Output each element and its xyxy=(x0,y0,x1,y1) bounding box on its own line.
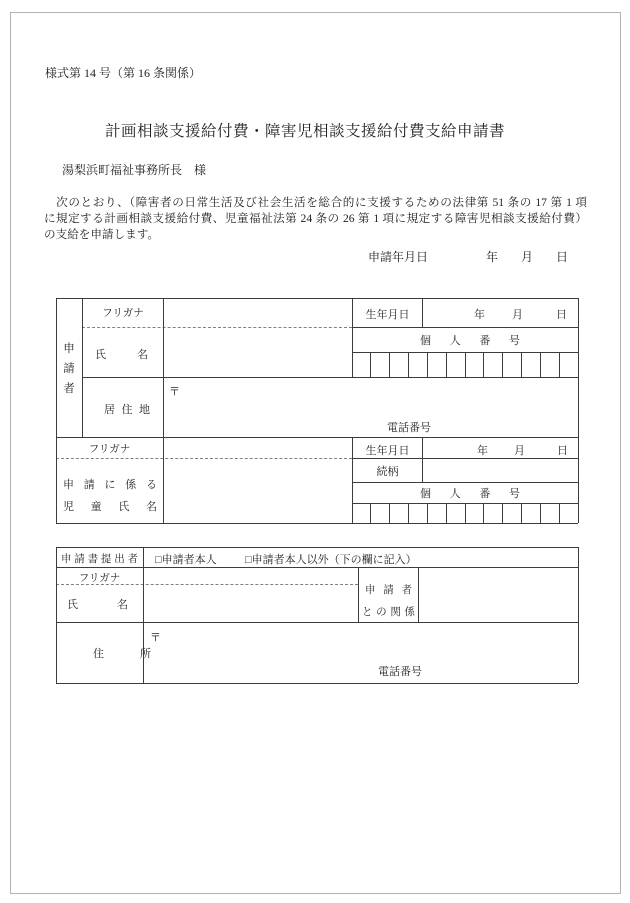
child-birthdate-input[interactable] xyxy=(423,438,578,457)
personal-number-digit-cell[interactable] xyxy=(559,503,578,523)
personal-number-digit-cell[interactable] xyxy=(465,352,484,377)
child-relationship-input[interactable] xyxy=(423,459,578,481)
applicant-year-unit: 年 xyxy=(474,309,485,321)
table-line xyxy=(358,567,359,622)
personal-number-digit-cell[interactable] xyxy=(352,352,370,377)
body-paragraph xyxy=(44,195,587,243)
application-date-year: 年 xyxy=(486,250,499,264)
applicant-personal-number-boxes[interactable] xyxy=(352,352,578,377)
submitter-relation-label-line2: との関係 xyxy=(362,607,415,618)
application-date-month: 月 xyxy=(521,250,534,264)
body-line: 次のとおり、（障害者の日常生活及び社会生活を総合的に支援するための法律第 51 条の 17 第 1 項 xyxy=(44,196,587,209)
child-name-label-line2: 児童氏名 xyxy=(63,501,157,513)
application-date-input[interactable] xyxy=(430,246,575,264)
personal-number-digit-cell[interactable] xyxy=(370,503,389,523)
applicant-residence-label: 居住地 xyxy=(104,404,150,416)
personal-number-digit-cell[interactable] xyxy=(427,503,446,523)
personal-number-digit-cell[interactable] xyxy=(408,352,427,377)
applicant-name-input[interactable] xyxy=(164,328,352,376)
addressee: 湯梨浜町福祉事務所長 様 xyxy=(62,163,207,177)
table-line xyxy=(56,683,578,684)
child-furigana-input[interactable] xyxy=(164,438,352,457)
checkbox-icon[interactable]: □ xyxy=(155,554,162,566)
checkbox-applicant-self[interactable] xyxy=(155,551,217,567)
child-year-unit: 年 xyxy=(477,445,488,457)
applicant-residence-input[interactable] xyxy=(164,378,578,436)
table-line xyxy=(56,547,578,548)
child-name-label-line1: 申請に係る xyxy=(63,479,157,491)
personal-number-digit-cell[interactable] xyxy=(465,503,484,523)
personal-number-digit-cell[interactable] xyxy=(521,352,540,377)
personal-number-digit-cell[interactable] xyxy=(502,503,521,523)
personal-number-digit-cell[interactable] xyxy=(540,352,559,377)
child-personal-number-label: 個人番号 xyxy=(420,488,520,500)
child-personal-number-boxes[interactable] xyxy=(352,503,578,523)
table-line xyxy=(352,482,578,483)
submitter-address-label: 住所 xyxy=(93,648,151,660)
personal-number-digit-cell[interactable] xyxy=(502,352,521,377)
submitter-furigana-label: フリガナ xyxy=(78,573,121,584)
submitter-relation-label-line1: 申請者 xyxy=(365,585,412,596)
child-month-unit: 月 xyxy=(514,445,525,457)
body-line: に規定する計画相談支援給付費、児童福祉法第 24 条の 26 第 1 項に規定する障害児相談支援給付費） xyxy=(44,211,587,225)
applicant-name-label: 氏名 xyxy=(95,349,148,361)
checkbox-icon[interactable]: □ xyxy=(245,554,252,566)
personal-number-digit-cell[interactable] xyxy=(370,352,389,377)
checkbox-label: 申請者本人以外（下の欄に記入） xyxy=(251,554,417,566)
checkbox-applicant-other[interactable] xyxy=(245,551,417,567)
table-line xyxy=(56,523,578,524)
personal-number-digit-cell[interactable] xyxy=(483,352,502,377)
submitter-name-input[interactable] xyxy=(144,568,357,621)
applicant-side-label: 申請者 xyxy=(63,343,75,395)
applicant-furigana-input[interactable] xyxy=(164,299,352,326)
submitter-phone-label: 電話番号 xyxy=(378,666,422,678)
personal-number-digit-cell[interactable] xyxy=(559,352,578,377)
applicant-day-unit: 日 xyxy=(556,309,567,321)
applicant-furigana-label: フリガナ xyxy=(102,308,144,319)
personal-number-digit-cell[interactable] xyxy=(389,503,408,523)
child-relationship-label: 続柄 xyxy=(376,466,399,478)
personal-number-digit-cell[interactable] xyxy=(352,503,370,523)
body-line: の支給を申請します。 xyxy=(44,227,160,241)
table-line xyxy=(578,547,579,683)
submitter-postal-mark: 〒 xyxy=(150,632,161,644)
form-number: 様式第 14 号（第 16 条関係） xyxy=(45,66,202,80)
personal-number-digit-cell[interactable] xyxy=(427,352,446,377)
applicant-phone-label: 電話番号 xyxy=(387,422,431,434)
submitter-name-label: 氏名 xyxy=(67,599,128,611)
table-line xyxy=(56,547,57,683)
table-line xyxy=(578,298,579,523)
personal-number-digit-cell[interactable] xyxy=(540,503,559,523)
table-line xyxy=(56,298,57,523)
personal-number-digit-cell[interactable] xyxy=(446,352,465,377)
applicant-birthdate-label: 生年月日 xyxy=(365,309,410,321)
applicant-postal-mark: 〒 xyxy=(169,386,180,398)
submitter-row-label: 申請書提出者 xyxy=(61,554,138,565)
child-name-input[interactable] xyxy=(164,459,352,522)
personal-number-digit-cell[interactable] xyxy=(446,503,465,523)
table-line xyxy=(352,327,578,328)
child-day-unit: 日 xyxy=(557,445,568,457)
child-birthdate-label: 生年月日 xyxy=(365,445,410,457)
personal-number-digit-cell[interactable] xyxy=(521,503,540,523)
application-date-day: 日 xyxy=(556,250,569,264)
applicant-personal-number-label: 個人番号 xyxy=(420,335,520,347)
checkbox-label: 申請者本人 xyxy=(161,554,217,566)
submitter-relation-input[interactable] xyxy=(419,568,577,621)
personal-number-digit-cell[interactable] xyxy=(483,503,502,523)
applicant-month-unit: 月 xyxy=(512,309,523,321)
personal-number-digit-cell[interactable] xyxy=(389,352,408,377)
personal-number-digit-cell[interactable] xyxy=(408,503,427,523)
applicant-birthdate-input[interactable] xyxy=(423,299,578,326)
page-title: 計画相談支援給付費・障害児相談支援給付費支給申請書 xyxy=(104,123,505,140)
child-furigana-label: フリガナ xyxy=(88,444,131,455)
application-date-label: 申請年月日 xyxy=(368,250,429,264)
submitter-address-input[interactable] xyxy=(144,623,577,682)
